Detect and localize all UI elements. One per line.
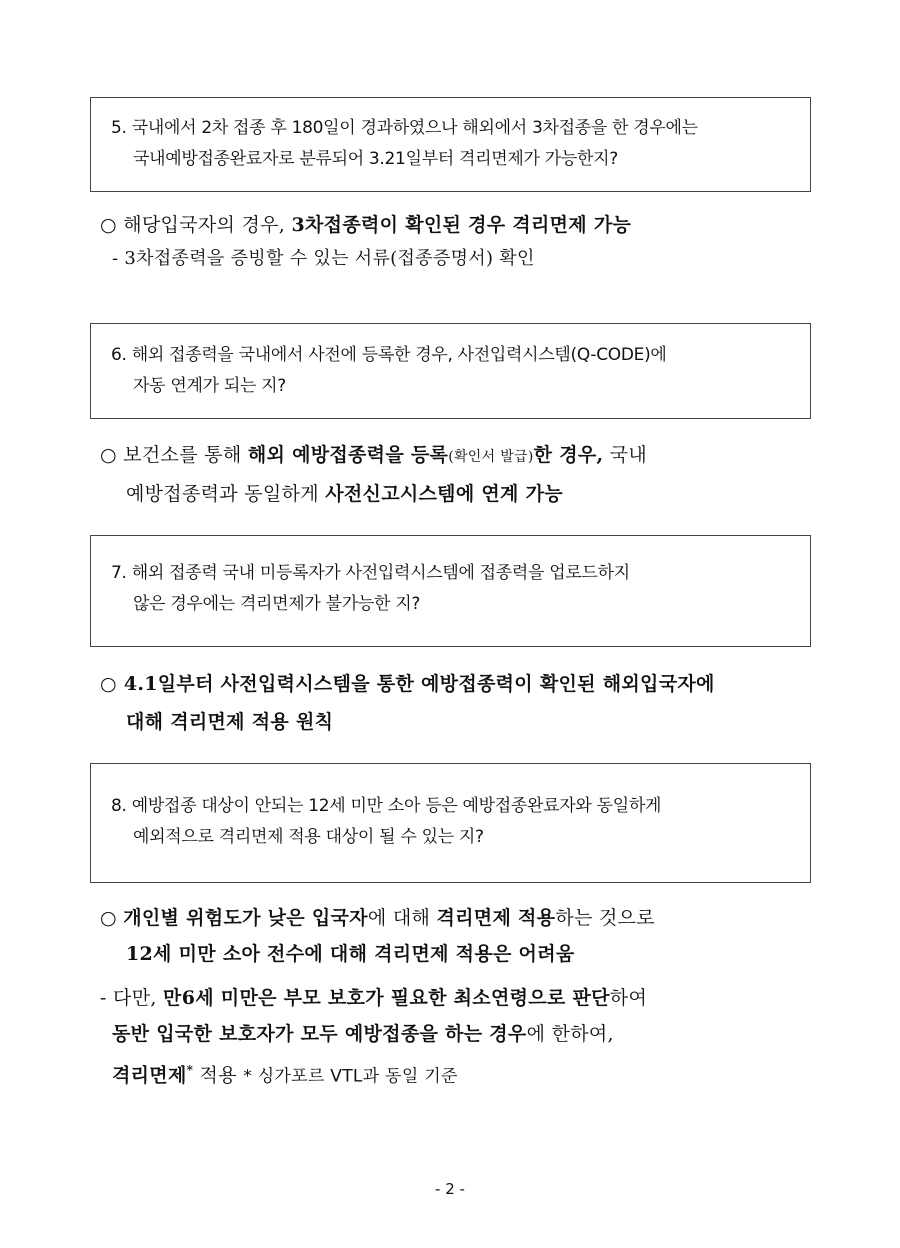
answer-bold-text: 대해 격리면제 적용 원칙 [126,711,334,733]
answer-5 [100,208,830,276]
answer-text: - 다만, [100,987,164,1009]
question-7-line1: 7. 해외 접종력 국내 미등록자가 사전입력시스템에 접종력을 업로드하지 [111,563,630,583]
answer-bold-text: 격리면제 적용 [436,907,556,929]
question-7-line2: 않은 경우에는 격리면제가 불가능한 지? [133,594,421,614]
question-8-line2: 예외적으로 격리면제 적용 대상이 될 수 있는 지? [133,827,484,847]
question-8-line1: 8. 예방접종 대상이 안되는 12세 미만 소아 등은 예방접종완료자와 동일하게 [111,796,662,816]
answer-bold-text: 해외 예방접종력을 등록 [247,444,449,466]
page-number: - 2 - [435,1180,465,1198]
answer-bold-text: 사전신고시스템에 연계 가능 [325,483,563,505]
answer-7 [100,665,830,741]
question-7-box [90,535,811,647]
answer-note: (확인서 발급) [448,449,534,465]
question-5-line1: 5. 국내에서 2차 접종 후 180일이 경과하였으나 해외에서 3차접종을 한 경우에는 [111,118,698,138]
answer-bold-text: 동반 입국한 보호자가 모두 예방접종을 하는 경우 [112,1023,527,1045]
question-8-box [90,763,811,883]
answer-text: 적용 [193,1064,244,1087]
bullet-circle-icon: ○ [100,214,117,236]
question-6-line2: 자동 연계가 되는 지? [133,376,287,396]
question-6-box [90,323,811,419]
question-5-box [90,97,811,192]
answer-text: 에 한하여, [526,1023,614,1045]
answer-text: 해당입국자의 경우, [123,214,292,236]
answer-8 [100,900,830,1094]
answer-text: 국내 [603,444,648,466]
answer-text: 예방접종력과 동일하게 [126,483,326,505]
answer-bold-text: 3차접종력이 확인된 경우 격리면제 가능 [291,214,632,236]
asterisk-mark: * [186,1063,194,1077]
answer-text: 하여 [609,987,648,1009]
answer-bold-text: 만6세 미만은 부모 보호가 필요한 최소연령으로 판단 [163,987,610,1009]
answer-bold-text: 격리면제 [112,1064,187,1087]
answer-bold-text: 한 경우, [533,444,604,466]
bullet-circle-icon: ○ [100,673,117,695]
question-6-line1: 6. 해외 접종력을 국내에서 사전에 등록한 경우, 사전입력시스템(Q-CODE)에 [111,345,667,365]
answer-6 [100,437,830,513]
answer-text: 에 대해 [367,907,437,929]
answer-bold-text: 12세 미만 소아 전수에 대해 격리면제 적용은 어려움 [126,943,575,965]
answer-bold-text: 개인별 위험도가 낮은 입국자 [123,907,368,929]
answer-text: 하는 것으로 [555,907,655,929]
answer-sub-item: - 3차접종력을 증빙할 수 있는 서류(접종증명서) 확인 [112,248,535,269]
bullet-circle-icon: ○ [100,444,117,466]
answer-text: 보건소를 통해 [123,444,248,466]
question-5-line2: 국내예방접종완료자로 분류되어 3.21일부터 격리면제가 가능한지? [133,149,618,169]
bullet-circle-icon: ○ [100,907,117,929]
footnote-text: * 싱가포르 VTL과 동일 기준 [243,1066,458,1087]
answer-bold-text: 4.1일부터 사전입력시스템을 통한 예방접종력이 확인된 해외입국자에 [123,673,715,695]
